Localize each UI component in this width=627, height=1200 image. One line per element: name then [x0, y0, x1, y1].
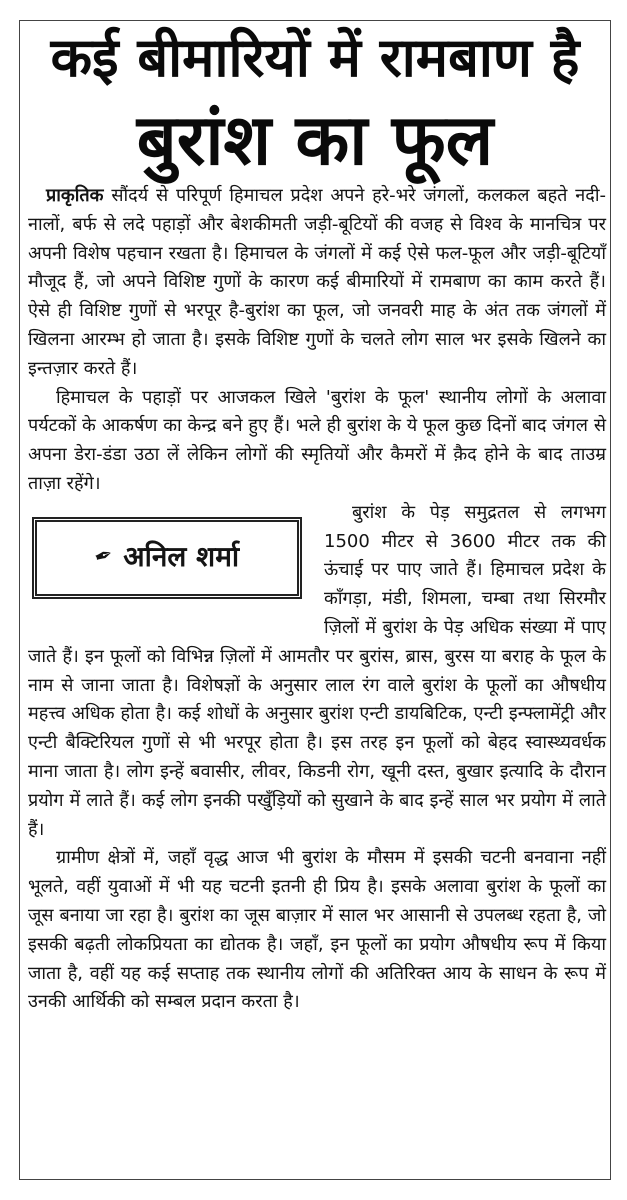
byline-box-wrapper [28, 505, 324, 617]
byline-box [32, 517, 302, 599]
paragraph-1 [28, 182, 606, 384]
article-body [28, 182, 606, 1017]
paragraph-4: ग्रामीण क्षेत्रों में, जहाँ वृद्ध आज भी बुरांश के मौसम में इसकी चटनी बनवाना नहीं भूलते, वहीं युवाओं में भी यह चटनी इतनी ही प्रिय है। इसके अलावा बुरांश के फूलों का जूस बनाया जा रहा है। बुरांश का जूस बाज़ार में साल भर आसानी से उपलब्ध रहता है, जो इसकी बढ़ती लोकप्रियता का द्योतक है। जहाँ, इन फूलों का प्रयोग औषधीय रूप में किया जाता है, वहीं यह कई सप्ताह तक स्थानीय लोगों की अतिरिक्त आय के साधन के रूप में उनकी आर्थिकी को सम्बल प्रदान करता है। [28, 847, 606, 1013]
headline-line-1: कई बीमारियों में रामबाण है [50, 26, 580, 89]
paragraph-3: बुरांश के पेड़ समुद्रतल से लगभग 1500 मीटर से 3600 मीटर तक की ऊंचाई पर पाए जाते हैं। हिमाचल प्रदेश के काँगड़ा, मंडी, शिमला, चम्बा तथा सिरमौर ज़िलों में बुरांश के पेड़ अधिक संख्या में पाए जाते हैं। इन फूलों को विभिन्न ज़िलों में आमतौर पर बुरांस, ब्रास, बुरस या बराह के फूल के नाम से जाना जाता है। विशेषज्ञों के अनुसार लाल रंग वाले बुरांश के फूलों का औषधीय महत्त्व अधिक होता है। कई शोधों के अनुसार बुरांश एन्टी डायबिटिक, एन्टी इन्फ्लामेंट्री और एन्टी बैक्टिरियल गुणों से भी भरपूर होता है। इस तरह इन फूलों को बेहद स्वास्थ्यवर्धक माना जाता है। लोग इन्हें बवासीर, लीवर, किडनी रोग, खूनी दस्त, बुखार इत्यादि के दौरान प्रयोग में लाते हैं। कई लोग इनकी पखुँड़ियों को सुखाने के बाद इन्हें साल भर प्रयोग में लाते हैं। [28, 501, 606, 840]
pen-icon: ✒ [90, 542, 117, 572]
author-name: अनिल शर्मा [123, 540, 240, 574]
lead-word: प्राकृतिक [46, 185, 104, 206]
paragraph-2: हिमाचल के पहाड़ों पर आजकल खिले 'बुरांश के फूल' स्थानीय लोगों के अलावा पर्यटकों के आकर्षण का केन्द्र बने हुए हैं। भले ही बुरांश के ये फूल कुछ दिनों बाद जंगल से अपना डेरा-डंडा उठा लें लेकिन लोगों की स्मृतियों और कैमरों में क़ैद होने के बाद ताउम्र ताज़ा रहेंगे। [28, 386, 606, 494]
paragraph-1-text: सौंदर्य से परिपूर्ण हिमाचल प्रदेश अपने हरे-भरे जंगलों, कलकल बहते नदी-नालों, बर्फ से लदे पहाड़ों और बेशकीमती जड़ी-बूटियों की वजह से विश्व के मानचित्र पर अपनी विशेष पहचान रखता है। हिमाचल के जंगलों में कई ऐसे फल-फूल और जड़ी-बूटियाँ मौजूद हैं, जो अपने विशिष्ट गुणों के कारण कई बीमारियों में रामबाण का काम करते हैं। ऐसे ही विशिष्ट गुणों से भरपूर है-बुरांश का फूल, जो जनवरी माह के अंत तक जंगलों में खिलना आरम्भ हो जाता है। इसके विशिष्ट गुणों के चलते लोग साल भर इसके खिलने का इन्तज़ार करते हैं। [28, 185, 606, 379]
headline-line-2: बुरांश का फूल [136, 99, 494, 181]
